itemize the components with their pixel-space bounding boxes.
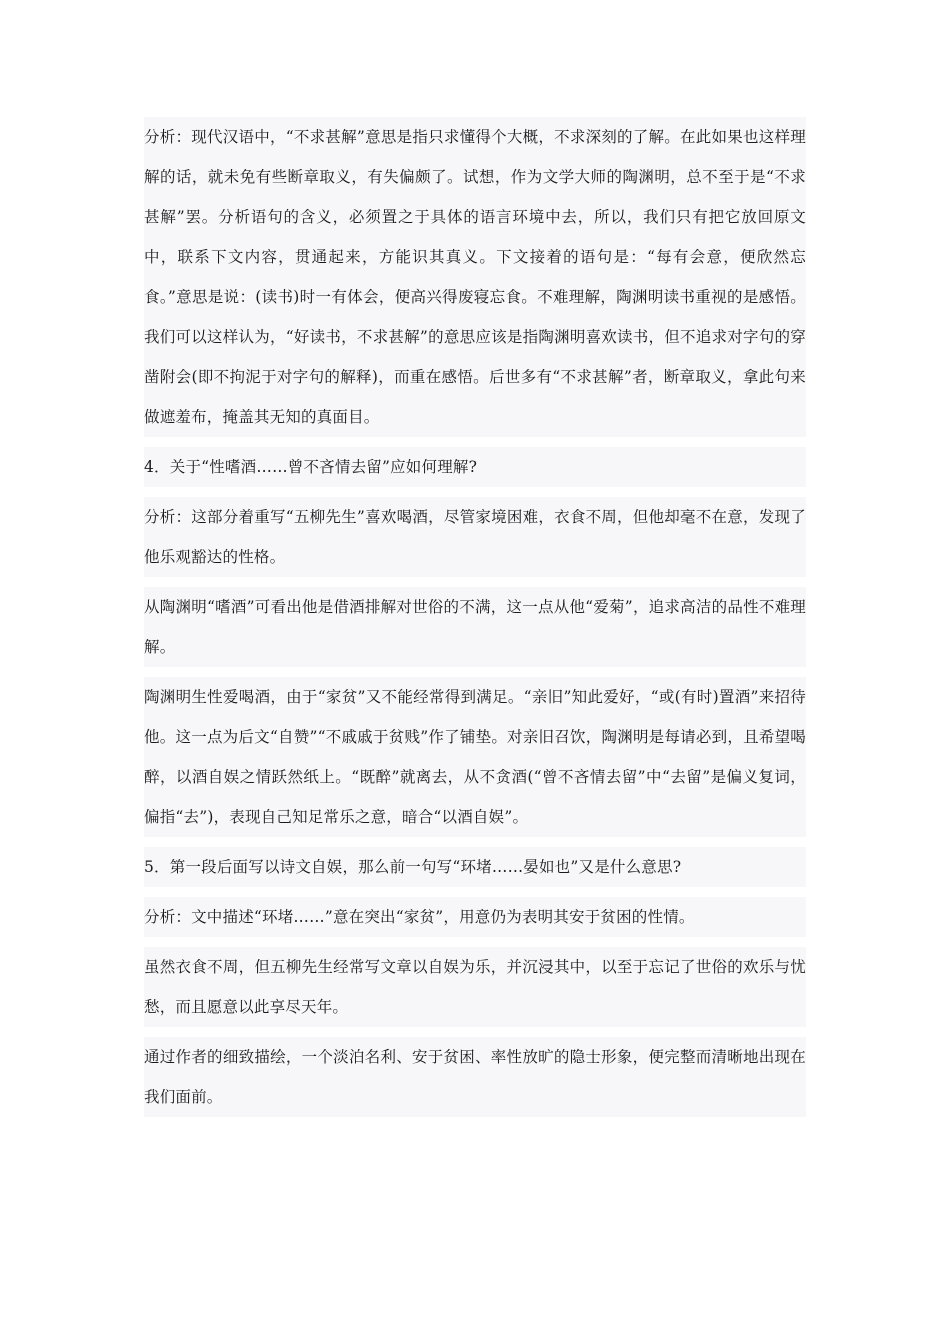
paragraph-analysis-wine: 分析：这部分着重写“五柳先生”喜欢喝酒，尽管家境困难，衣食不周，但他却毫不在意，发现了他乐观豁达的性格。: [144, 508, 806, 566]
paragraph-gap: [144, 487, 806, 497]
paragraph-gap: [144, 667, 806, 677]
paragraph-gap: [144, 937, 806, 947]
paragraph-gap: [144, 887, 806, 897]
paragraph-gap: [144, 837, 806, 847]
question-4: 4．关于“性嗜酒……曾不吝情去留”应如何理解?: [144, 458, 478, 476]
paragraph-analysis-reading: 分析：现代汉语中，“不求甚解”意思是指只求懂得个大概，不求深刻的了解。在此如果也这样理解的话，就未免有些断章取义，有失偏颇了。试想，作为文学大师的陶渊明，总不至于是“不求甚解”罢。分析语句的含义，必须置之于具体的语言环境中去，所以，我们只有把它放回原文中，联系下文内容，贯通起来，方能识其真义。下文接着的语句是：“每有会意，便欣然忘食。”意思是说：(读书)时一有体会，便高兴得废寝忘食。不难理解，陶渊明读书重视的是感悟。我们可以这样认为，“好读书，不求甚解”的意思应该是指陶渊明喜欢读书，但不追求对字句的穿凿附会(即不拘泥于对字句的解释)，而重在感悟。后世多有“不求甚解”者，断章取义，拿此句来做遮羞布，掩盖其无知的真面目。: [144, 128, 806, 426]
paragraph-gap: [144, 577, 806, 587]
document-body: [144, 117, 806, 1117]
paragraph-gap: [144, 1027, 806, 1037]
paragraph-gap: [144, 437, 806, 447]
question-5: 5．第一段后面写以诗文自娱，那么前一句写“环堵……晏如也”又是什么意思?: [144, 858, 682, 876]
paragraph-self-entertainment: 虽然衣食不周，但五柳先生经常写文章以自娱为乐，并沉浸其中，以至于忘记了世俗的欢乐与忧愁，而且愿意以此享尽天年。: [144, 958, 806, 1016]
paragraph-drinking-habit: 陶渊明生性爱喝酒，由于“家贫”又不能经常得到满足。“亲旧”知此爱好，“或(有时)置酒”来招待他。这一点为后文“自赞”“不戚戚于贫贱”作了铺垫。对亲旧召饮，陶渊明是每请必到，且希望喝醉，以酒自娱之情跃然纸上。“既醉”就离去，从不贪酒(“曾不吝情去留”中“去留”是偏义复词，偏指“去”)，表现自己知足常乐之意，暗合“以酒自娱”。: [144, 688, 806, 826]
paragraph-conclusion: 通过作者的细致描绘，一个淡泊名利、安于贫困、率性放旷的隐士形象，便完整而清晰地出现在我们面前。: [144, 1048, 806, 1106]
paragraph-analysis-poverty: 分析：文中描述“环堵……”意在突出“家贫”，用意仍为表明其安于贫困的性情。: [144, 908, 695, 926]
paragraph-chrysanthemum: 从陶渊明“嗜酒”可看出他是借酒排解对世俗的不满，这一点从他“爱菊”，追求高洁的品性不难理解。: [144, 598, 806, 656]
